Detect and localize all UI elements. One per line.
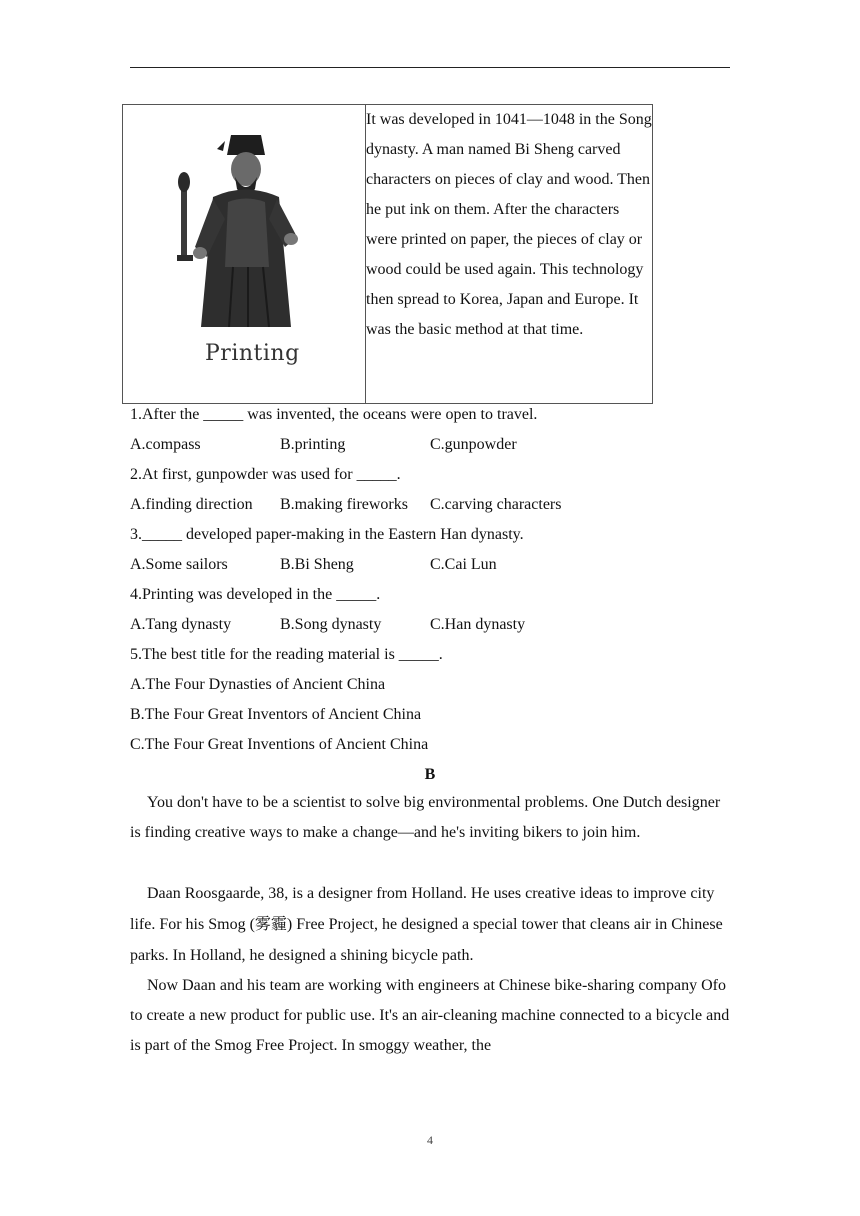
paragraph-2: Daan Roosgaarde, 38, is a designer from Holland. He uses creative ideas to improve city life. For his Smog (雾霾) Free Project, he designed a special tower that cleans air in Chinese parks. In Holland, he designed a shining bicycle path. (130, 885, 723, 964)
question-1: 1.After the _____ was invented, the oceans were open to travel. (130, 406, 538, 423)
option-a: A.Some sailors (130, 556, 228, 573)
option-b: B.printing (280, 436, 346, 453)
question-5: 5.The best title for the reading material is _____. (130, 646, 443, 663)
invention-table (122, 104, 653, 404)
question-4: 4.Printing was developed in the _____. (130, 586, 381, 603)
option-c: C.gunpowder (430, 436, 517, 453)
option-a: A.The Four Dynasties of Ancient China (130, 676, 386, 693)
option-c: C.Cai Lun (430, 556, 497, 573)
question-2: 2.At first, gunpowder was used for _____. (130, 466, 401, 483)
option-a: A.finding direction (130, 496, 253, 513)
option-b: B.making fireworks (280, 496, 408, 513)
section-heading: B (424, 766, 436, 783)
bi-sheng-portrait-image (173, 127, 303, 327)
image-cell (123, 105, 366, 404)
option-b: B.The Four Great Inventors of Ancient China (130, 706, 422, 723)
option-b: B.Bi Sheng (280, 556, 354, 573)
page-number: 4 (427, 1133, 433, 1147)
paragraph-3: Now Daan and his team are working with engineers at Chinese bike-sharing company Ofo to create a new product for public use. It's an air-cleaning machine connected to a bicycle and is part of the Smog Free Project. In smoggy weather, the (130, 977, 730, 1054)
paragraph-1: You don't have to be a scientist to solve big environmental problems. One Dutch designer is finding creative ways to make a change—and he's inviting bikers to join him. (130, 794, 721, 841)
description-cell: It was developed in 1041—1048 in the Song dynasty. A man named Bi Sheng carved characters on pieces of clay and wood. Then he put ink on them. After the characters were printed on paper, the pieces of clay or wood could be used again. This technology then spread to Korea, Japan and Europe. It was the basic method at that time. (366, 105, 653, 404)
image-caption: Printing (205, 341, 300, 366)
question-3: 3._____ developed paper-making in the Eastern Han dynasty. (130, 526, 524, 543)
option-a: A.Tang dynasty (130, 616, 232, 633)
table-row (123, 105, 653, 404)
header-rule (130, 67, 730, 68)
option-c: C.Han dynasty (430, 616, 526, 633)
option-c: C.carving characters (430, 496, 562, 513)
option-a: A.compass (130, 436, 201, 453)
option-b: B.Song dynasty (280, 616, 382, 633)
option-c: C.The Four Great Inventions of Ancient China (130, 736, 429, 753)
